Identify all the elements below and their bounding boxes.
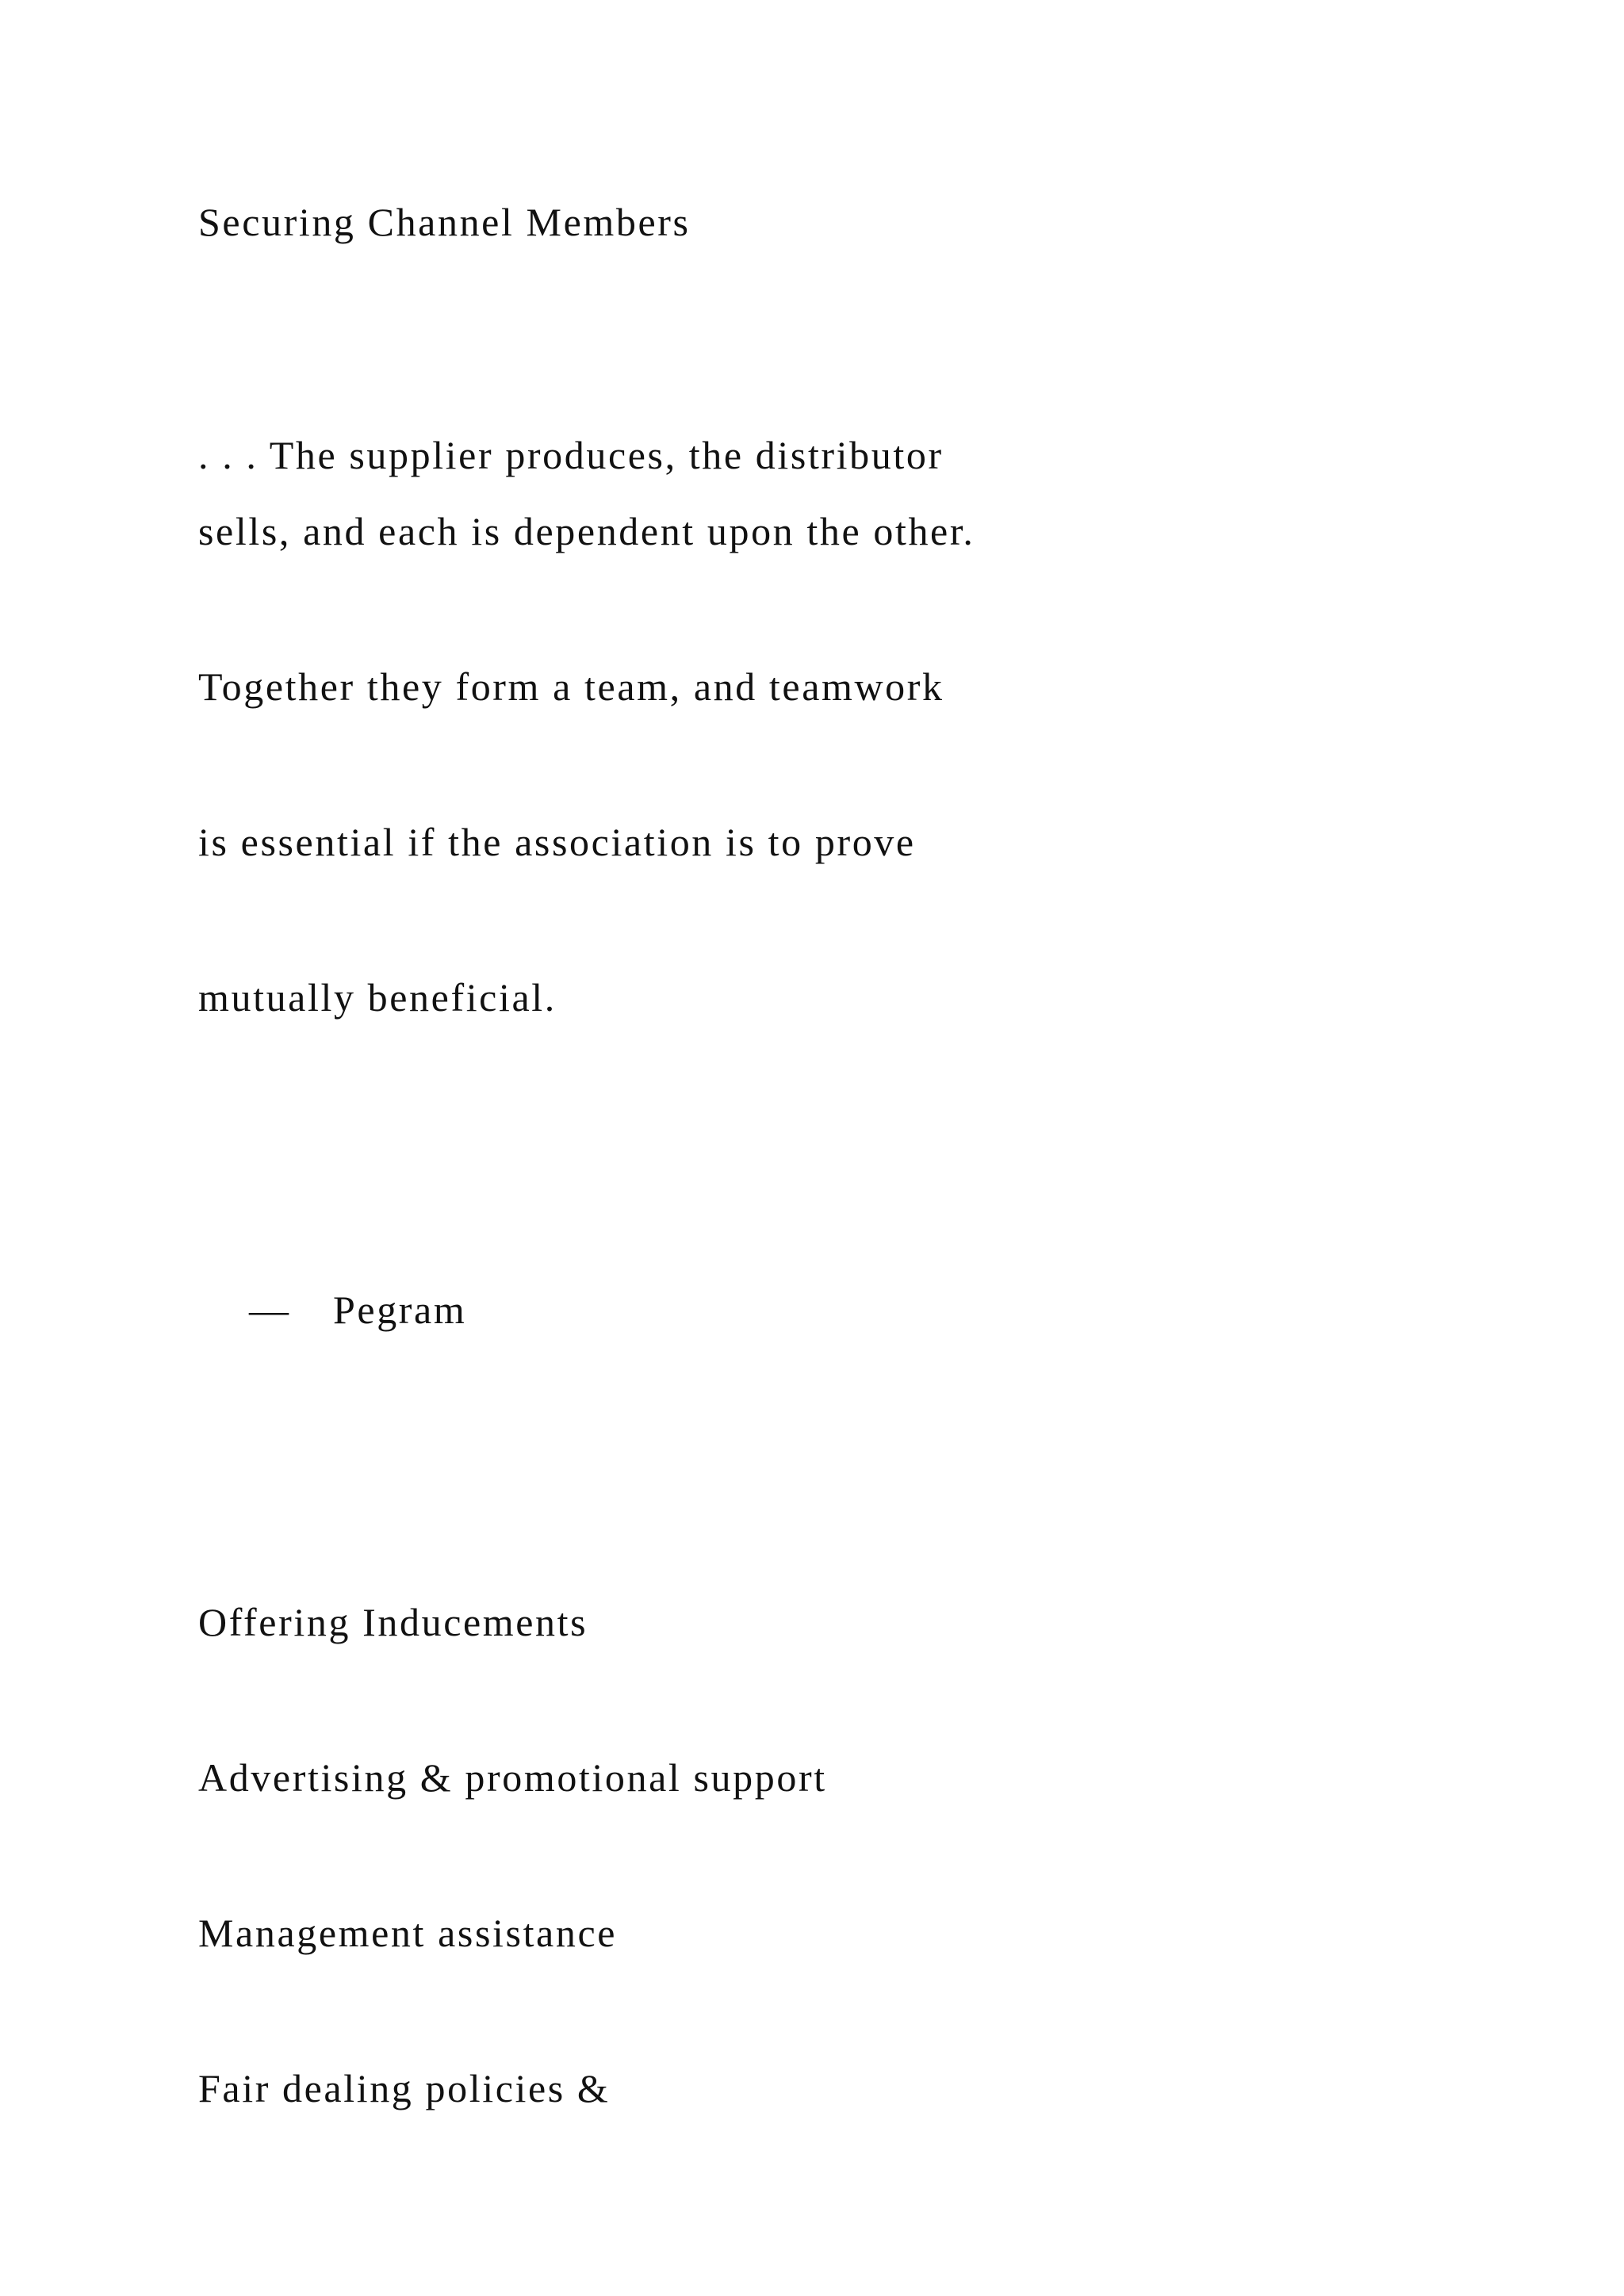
quote-line: sells, and each is dependent upon the other. bbox=[198, 509, 975, 553]
list-item: Advertising & promotional support bbox=[198, 1755, 827, 1800]
quote-line: . . . The supplier produces, the distributor bbox=[198, 433, 944, 477]
quote-line: mutually beneficial. bbox=[198, 975, 557, 1020]
quote-line: Together they form a team, and teamwork bbox=[198, 664, 944, 709]
quote-author: Pegram bbox=[333, 1288, 467, 1332]
section-heading: Offering Inducements bbox=[198, 1600, 588, 1644]
document-title: Securing Channel Members bbox=[198, 200, 691, 244]
quote-attribution bbox=[249, 1286, 466, 1334]
quote-line: is essential if the association is to prove bbox=[198, 820, 916, 864]
list-item: Management assistance bbox=[198, 1911, 618, 1955]
em-dash: — bbox=[249, 1288, 291, 1332]
list-item: Fair dealing policies & bbox=[198, 2066, 611, 2110]
